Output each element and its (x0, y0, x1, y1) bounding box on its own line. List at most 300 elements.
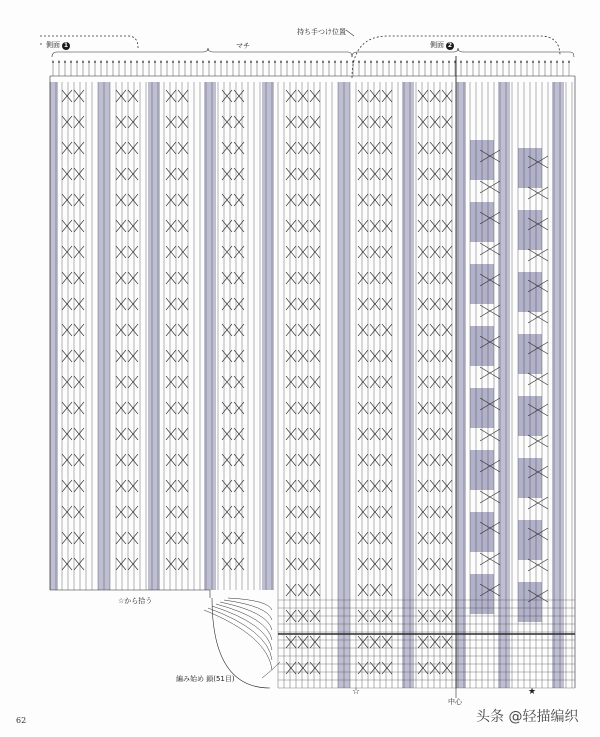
cable-cross (310, 194, 320, 206)
cable-cross (430, 558, 440, 570)
cable-cross (418, 454, 428, 466)
cable-cross (310, 402, 320, 414)
cable-cross (430, 194, 440, 206)
top-row-dot (358, 61, 360, 63)
cable-cross (222, 532, 232, 544)
cable-cross (222, 90, 232, 102)
top-row-dot (466, 61, 468, 63)
cable-cross (74, 350, 84, 362)
cable-cross (358, 142, 368, 154)
cable-cross (358, 168, 368, 180)
cable-cross (222, 350, 232, 362)
cable-cross (222, 116, 232, 128)
cable-cross (116, 376, 126, 388)
cable-cross (358, 584, 368, 596)
cable-cross (166, 428, 176, 440)
top-row-dot (346, 61, 348, 63)
cable-cross (298, 662, 308, 674)
cable-cross (298, 168, 308, 180)
top-row-dot (262, 61, 264, 63)
cable-cross (166, 168, 176, 180)
cable-cross (442, 480, 452, 492)
cable-cross (442, 402, 452, 414)
shaded-column (50, 82, 58, 590)
top-row-dot (370, 61, 372, 63)
top-row-dot (388, 61, 390, 63)
cable-cross (62, 350, 72, 362)
cable-cross (286, 662, 296, 674)
cable-cross (62, 506, 72, 518)
cable-cross (128, 532, 138, 544)
cable-cross (116, 298, 126, 310)
top-row-dot (550, 61, 552, 63)
cable-cross (442, 350, 452, 362)
cable-cross (128, 168, 138, 180)
top-row-dot (238, 61, 240, 63)
cable-cross (442, 454, 452, 466)
cable-cross (234, 116, 244, 128)
top-row-dot (106, 61, 108, 63)
cable-cross (298, 376, 308, 388)
top-row-dot (544, 61, 546, 63)
cable-cross (442, 168, 452, 180)
cable-cross (358, 402, 368, 414)
cable-cross (382, 402, 392, 414)
cable-cross (382, 428, 392, 440)
cable-cross (418, 272, 428, 284)
cable-cross (370, 480, 380, 492)
cable-cross (74, 168, 84, 180)
shaded-column (552, 82, 564, 688)
cable-cross (442, 636, 452, 648)
cable-cross (234, 506, 244, 518)
cable-cross (74, 480, 84, 492)
cable-cross (128, 246, 138, 258)
top-row-dot (94, 61, 96, 63)
top-row-dot (286, 61, 288, 63)
top-row-dot (400, 61, 402, 63)
cable-cross (286, 194, 296, 206)
cable-cross (74, 116, 84, 128)
cable-cross (166, 246, 176, 258)
cable-cross (116, 116, 126, 128)
cable-cross (62, 90, 72, 102)
top-row-dot (508, 61, 510, 63)
cable-cross (116, 220, 126, 232)
cable-cross (418, 142, 428, 154)
top-row-dot (148, 61, 150, 63)
cable-cross (74, 272, 84, 284)
cable-cross (528, 497, 548, 509)
cable-cross (358, 272, 368, 284)
cable-cross (62, 480, 72, 492)
cable-cross (382, 350, 392, 362)
cable-cross (430, 324, 440, 336)
top-row-dot (304, 61, 306, 63)
cable-cross (178, 142, 188, 154)
top-row-dot (88, 61, 90, 63)
cable-cross (286, 636, 296, 648)
cable-cross (358, 220, 368, 232)
cable-cross (430, 116, 440, 128)
cable-cross (310, 376, 320, 388)
cable-cross (528, 435, 548, 447)
cable-cross (382, 298, 392, 310)
cable-cross (234, 350, 244, 362)
cable-cross (74, 90, 84, 102)
cable-cross (480, 429, 500, 441)
top-row-dot (478, 61, 480, 63)
top-row-dot (460, 61, 462, 63)
cable-cross (128, 272, 138, 284)
cable-cross (234, 402, 244, 414)
cable-cross (234, 298, 244, 310)
cable-cross (286, 532, 296, 544)
cable-cross (286, 116, 296, 128)
pick-up-arrow (204, 610, 272, 670)
cable-cross (528, 559, 548, 571)
cable-cross (370, 584, 380, 596)
cable-cross (442, 584, 452, 596)
cable-cross (358, 428, 368, 440)
cable-cross (222, 558, 232, 570)
cable-cross (442, 90, 452, 102)
cable-cross (222, 480, 232, 492)
cable-cross (382, 636, 392, 648)
cable-cross (442, 116, 452, 128)
cable-cross (430, 298, 440, 310)
top-row-dot (376, 61, 378, 63)
shaded-column (262, 82, 274, 590)
cable-cross (234, 220, 244, 232)
top-row-dot (484, 61, 486, 63)
cable-cross (358, 480, 368, 492)
cable-cross (128, 90, 138, 102)
top-row-dot (76, 61, 78, 63)
cable-cross (370, 246, 380, 258)
top-row-dot (520, 61, 522, 63)
cable-cross (74, 402, 84, 414)
cable-cross (310, 220, 320, 232)
top-row-dot (562, 61, 564, 63)
cable-cross (358, 194, 368, 206)
cable-cross (442, 558, 452, 570)
cable-cross (62, 454, 72, 466)
cable-cross (298, 454, 308, 466)
top-row-dot (448, 61, 450, 63)
side-front-label: 側面 1 (46, 41, 69, 49)
cable-cross (298, 324, 308, 336)
top-row-dot (118, 61, 120, 63)
cable-cross (222, 428, 232, 440)
top-row-dot (382, 61, 384, 63)
cable-cross (370, 376, 380, 388)
cable-cross (418, 246, 428, 258)
top-row-dot (70, 61, 72, 63)
cable-cross (430, 376, 440, 388)
cable-cross (298, 506, 308, 518)
cable-cross (370, 558, 380, 570)
cable-cross (418, 662, 428, 674)
cable-cross (298, 194, 308, 206)
cable-cross (382, 246, 392, 258)
cable-cross (480, 305, 500, 317)
cable-cross (370, 636, 380, 648)
cable-cross (358, 532, 368, 544)
cable-cross (166, 142, 176, 154)
cable-cross (310, 350, 320, 362)
cable-cross (222, 220, 232, 232)
side-back-label: 側面 2 (430, 41, 453, 49)
cable-cross (370, 272, 380, 284)
top-row-dot (190, 61, 192, 63)
cable-cross (178, 194, 188, 206)
cable-cross (166, 532, 176, 544)
cable-cross (430, 506, 440, 518)
top-row-dot (394, 61, 396, 63)
cable-cross (310, 116, 320, 128)
cable-cross (370, 662, 380, 674)
cable-cross (298, 272, 308, 284)
cable-cross (286, 220, 296, 232)
cable-cross (382, 116, 392, 128)
cable-cross (370, 532, 380, 544)
cable-cross (286, 90, 296, 102)
cable-cross (116, 168, 126, 180)
cable-cross (358, 350, 368, 362)
cable-cross (442, 194, 452, 206)
cable-cross (62, 376, 72, 388)
cable-cross (128, 506, 138, 518)
top-row-dot (142, 61, 144, 63)
cable-cross (286, 350, 296, 362)
shaded-column (148, 82, 160, 590)
cable-cross (62, 532, 72, 544)
top-row-dot (64, 61, 66, 63)
cable-cross (382, 272, 392, 284)
cable-cross (358, 558, 368, 570)
cable-cross (178, 480, 188, 492)
cable-cross (62, 272, 72, 284)
cable-cross (74, 558, 84, 570)
top-row-dot (538, 61, 540, 63)
cable-cross (62, 116, 72, 128)
cable-cross (116, 272, 126, 284)
cable-cross (62, 428, 72, 440)
cable-cross (178, 428, 188, 440)
cable-cross (298, 246, 308, 258)
cable-cross (178, 90, 188, 102)
top-row-dot (130, 61, 132, 63)
cable-cross (418, 168, 428, 180)
cable-cross (310, 246, 320, 258)
cable-cross (480, 367, 500, 379)
top-row-dot (412, 61, 414, 63)
cable-cross (310, 454, 320, 466)
cable-cross (382, 376, 392, 388)
cable-cross (62, 324, 72, 336)
cable-cross (528, 373, 548, 385)
top-row-dot (256, 61, 258, 63)
cable-cross (370, 506, 380, 518)
cable-cross (116, 142, 126, 154)
cable-cross (116, 194, 126, 206)
top-row-dot (502, 61, 504, 63)
cable-cross (418, 480, 428, 492)
cable-cross (430, 584, 440, 596)
cable-cross (430, 636, 440, 648)
cable-cross (234, 454, 244, 466)
handle-position-label: 持ち手つけ位置 (297, 28, 346, 36)
cable-cross (178, 246, 188, 258)
cable-cross (442, 298, 452, 310)
cable-cross (286, 298, 296, 310)
top-row-dot (52, 61, 54, 63)
cable-cross (222, 506, 232, 518)
cable-cross (358, 376, 368, 388)
cable-cross (310, 636, 320, 648)
shaded-column (498, 82, 510, 688)
cable-cross (178, 454, 188, 466)
cable-cross (430, 402, 440, 414)
top-row-dot (100, 61, 102, 63)
top-row-dot (136, 61, 138, 63)
cable-cross (178, 558, 188, 570)
side-front-number-badge: 1 (63, 41, 69, 49)
pick-up-label: ☆から拾う (118, 597, 153, 605)
cable-cross (358, 506, 368, 518)
cable-cross (166, 376, 176, 388)
cable-cross (430, 428, 440, 440)
cable-cross (286, 246, 296, 258)
cable-cross (234, 90, 244, 102)
cable-cross (430, 168, 440, 180)
cable-cross (418, 584, 428, 596)
cable-cross (62, 402, 72, 414)
top-row-dot (298, 61, 300, 63)
cable-cross (166, 350, 176, 362)
cable-cross (128, 454, 138, 466)
top-row-dot (202, 61, 204, 63)
cable-cross (430, 662, 440, 674)
top-row-dot (310, 61, 312, 63)
cable-cross (310, 584, 320, 596)
cable-cross (74, 194, 84, 206)
cable-cross (358, 90, 368, 102)
cable-cross (234, 324, 244, 336)
top-row-dot (436, 61, 438, 63)
cable-cross (128, 298, 138, 310)
cable-cross (74, 298, 84, 310)
cable-cross (358, 454, 368, 466)
cable-cross (116, 454, 126, 466)
cable-cross (358, 246, 368, 258)
cable-cross (222, 194, 232, 206)
cable-cross (382, 454, 392, 466)
top-row-dot (526, 61, 528, 63)
top-row-dot (472, 61, 474, 63)
cable-cross (310, 558, 320, 570)
cable-cross (370, 350, 380, 362)
center-label: 中心 (448, 698, 462, 706)
cable-cross (222, 246, 232, 258)
cable-cross (166, 480, 176, 492)
cable-cross (166, 194, 176, 206)
cable-cross (298, 428, 308, 440)
bind-off-label: 編み始め 鎖(51目) (176, 675, 235, 683)
cable-cross (286, 558, 296, 570)
cable-cross (430, 90, 440, 102)
cable-cross (418, 636, 428, 648)
cable-cross (116, 532, 126, 544)
cable-cross (382, 662, 392, 674)
cable-cross (480, 181, 500, 193)
cable-cross (310, 324, 320, 336)
top-row-dot (280, 61, 282, 63)
cable-cross (298, 480, 308, 492)
cable-cross (178, 220, 188, 232)
cable-cross (74, 246, 84, 258)
cable-cross (528, 311, 548, 323)
cable-cross (166, 402, 176, 414)
top-row-dot (568, 61, 570, 63)
cable-cross (430, 246, 440, 258)
top-row-dot (232, 61, 234, 63)
top-row-dot (424, 61, 426, 63)
cable-cross (286, 402, 296, 414)
cable-cross (382, 506, 392, 518)
top-row-dot (532, 61, 534, 63)
cable-cross (310, 298, 320, 310)
cable-cross (128, 324, 138, 336)
cable-cross (382, 168, 392, 180)
top-row-dot (442, 61, 444, 63)
cable-cross (358, 662, 368, 674)
cable-cross (178, 116, 188, 128)
cable-cross (442, 532, 452, 544)
cable-cross (430, 350, 440, 362)
cable-cross (234, 168, 244, 180)
cable-cross (128, 480, 138, 492)
cable-cross (418, 298, 428, 310)
cable-cross (116, 558, 126, 570)
cable-cross (358, 298, 368, 310)
side-back-brace (352, 48, 574, 57)
cable-cross (128, 428, 138, 440)
cable-cross (222, 454, 232, 466)
top-row-dot (322, 61, 324, 63)
cable-cross (298, 116, 308, 128)
cable-cross (370, 194, 380, 206)
cable-cross (286, 376, 296, 388)
cable-cross (430, 220, 440, 232)
cable-cross (382, 324, 392, 336)
cable-cross (370, 324, 380, 336)
top-row-dot (364, 61, 366, 63)
top-row-dot (250, 61, 252, 63)
cable-cross (310, 168, 320, 180)
gusset-brace (52, 48, 352, 57)
cable-cross (310, 428, 320, 440)
cable-cross (442, 142, 452, 154)
cable-cross (480, 553, 500, 565)
cable-cross (310, 532, 320, 544)
top-row-dot (316, 61, 318, 63)
cable-cross (430, 532, 440, 544)
cable-cross (116, 246, 126, 258)
cable-cross (442, 246, 452, 258)
cable-cross (62, 168, 72, 180)
